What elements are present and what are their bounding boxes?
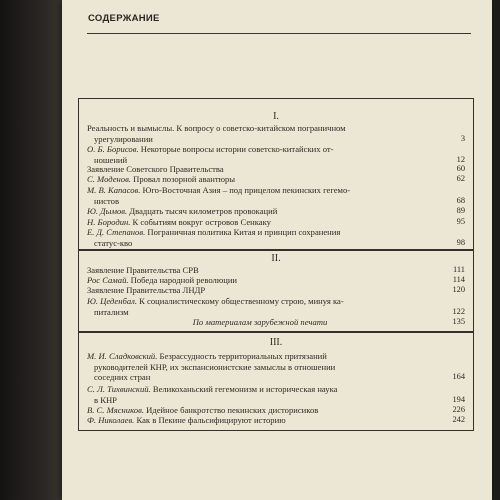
page-number: 3 bbox=[460, 133, 465, 143]
toc-entry[interactable]: Заявление Правительства СРВ 111 bbox=[87, 265, 465, 275]
toc-entry[interactable]: О. Б. Борисов. Некоторые вопросы истории советско-китайских от- ношений 12 bbox=[87, 144, 465, 165]
toc-entry[interactable]: М. И. Сладковский. Безрассудность территориальных притязаний руководителей КНР, их экспансионистские замыслы в отношении соседних стран 164 bbox=[87, 351, 465, 382]
page-number: 194 bbox=[452, 394, 465, 404]
toc-entry[interactable]: Ю. Цеденбал. К социалистическому общественному строю, минуя ка- питализм 122 bbox=[87, 296, 465, 317]
page-number: 60 bbox=[456, 164, 465, 173]
toc-entry[interactable]: С. Моденов. Провал позорной авантюры 62 bbox=[87, 174, 465, 184]
page-number: 62 bbox=[456, 174, 465, 183]
page-number: 242 bbox=[452, 415, 465, 424]
toc-entry[interactable]: М. В. Капасов. Юго-Восточная Азия – под прицелом пекинских гегемо- нистов 68 bbox=[87, 185, 465, 206]
page-number: 226 bbox=[452, 405, 465, 414]
page-number: 120 bbox=[452, 285, 465, 294]
toc-entry[interactable]: Н. Бородин. К событиям вокруг островов Сенкаку 95 bbox=[87, 217, 465, 227]
section-title-1: I. bbox=[273, 111, 279, 122]
section-frame-2 bbox=[78, 250, 474, 332]
section-title-3: III. bbox=[269, 337, 283, 348]
page-number: 111 bbox=[453, 265, 465, 274]
page-number: 95 bbox=[456, 217, 465, 226]
section-title-2: II. bbox=[271, 253, 281, 264]
page-number: 68 bbox=[456, 195, 465, 205]
toc-entry[interactable]: Е. Д. Степанов. Пограничная политика Китая и принцип сохранения статус-кво 98 bbox=[87, 227, 465, 248]
toc-entry[interactable]: В. С. Мясников. Идейное банкротство пекинских дисторисиков 226 bbox=[87, 405, 465, 415]
page-number: 164 bbox=[452, 372, 465, 381]
page-number: 12 bbox=[456, 154, 465, 164]
section-frame-3 bbox=[78, 332, 474, 431]
page-number: 135 bbox=[452, 317, 465, 326]
toc-entry[interactable]: По материалам зарубежной печати 135 bbox=[192, 317, 465, 327]
page-number: 98 bbox=[456, 237, 465, 247]
section-frame-1 bbox=[78, 98, 474, 250]
page-number: 122 bbox=[452, 306, 465, 316]
book-gutter-shadow bbox=[0, 0, 62, 500]
toc-entry[interactable]: Ф. Николаев. Как в Пекине фальсифицируют историю 242 bbox=[87, 415, 465, 425]
toc-entry[interactable]: Рос Самай. Победа народной революции 114 bbox=[87, 275, 465, 285]
heading-rule bbox=[87, 33, 471, 34]
toc-entry[interactable]: Реальность и вымыслы. К вопросу о советско-китайском пограничном урегулировании 3 bbox=[87, 123, 465, 144]
toc-entry[interactable]: Ю. Дымов. Двадцать тысяч километров провокаций 89 bbox=[87, 206, 465, 216]
page-heading: СОДЕРЖАНИЕ bbox=[88, 13, 160, 24]
toc-entry[interactable]: Заявление Советского Правительства 60 bbox=[87, 164, 465, 174]
toc-entry[interactable]: Заявление Правительства ЛНДР 120 bbox=[87, 285, 465, 295]
page-number: 114 bbox=[452, 275, 465, 284]
toc-entry[interactable]: С. Л. Тихвинский. Великоханьский гегемонизм и историческая наука в КНР 194 bbox=[87, 384, 465, 405]
page-number: 89 bbox=[456, 206, 465, 215]
